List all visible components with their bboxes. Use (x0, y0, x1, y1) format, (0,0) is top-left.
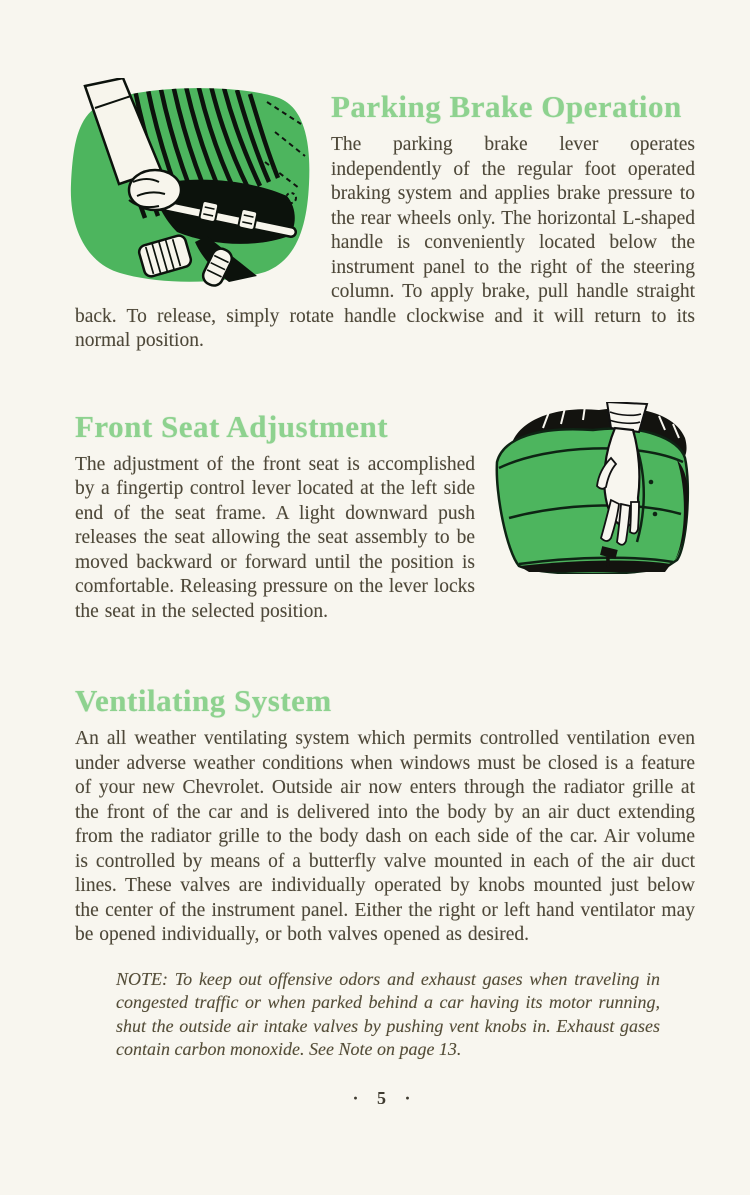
parking-brake-body: The parking brake lever operates independently of the regular foot operated braking system and applies brake pressure to the rear wheels only. The horizontal L-shaped handle is conveniently located below the instrument panel to the right of the steering column. To apply brake, pull handle straight back. To release, simply rotate handle clockwise and it will return to its normal position. (75, 134, 695, 351)
rod-clamp-2 (238, 209, 258, 231)
front-seat-illustration (489, 402, 701, 574)
front-seat-illustration-svg (489, 402, 701, 574)
parking-brake-illustration (61, 78, 313, 290)
ventilating-heading: Ventilating System (75, 683, 332, 718)
note-paragraph: NOTE: To keep out offensive odors and exhaust gases when traveling in congested traffic or when parked behind a car having its motor running, shut the outside air intake valves by pushing vent knobs in. Exhaust gases contain carbon monoxide. See Note on page 13. (116, 968, 660, 1059)
seat-body (497, 428, 688, 573)
parking-brake-heading: Parking Brake Operation (331, 89, 682, 124)
parking-brake-illustration-svg (61, 78, 313, 290)
seat-button-1 (649, 479, 654, 484)
section-ventilating (75, 684, 695, 1062)
ventilating-body: An all weather ventilating system which permits controlled ventilation even under adverse weather conditions when windows must be closed is a feature of your new Chevrolet. Outside air now enters through the radiator grille at the front of the car and is delivered into the body by an air duct extending from the radiator grille to the body dash on each side of the car. Air volume is controlled by means of a butterfly valve mounted in each of the air duct lines. These valves are individually operated by knobs mounted just below the center of the instrument panel. Either the right or left hand ventilator may be opened individually, or both valves opened as desired. (75, 728, 695, 945)
section-parking-brake (75, 78, 695, 354)
page-number: · 5 · (352, 1087, 418, 1108)
seat-button-2 (653, 511, 658, 516)
rod-clamp-1 (199, 201, 219, 223)
front-seat-heading: Front Seat Adjustment (75, 408, 389, 444)
section-front-seat (75, 410, 695, 625)
front-seat-body: The adjustment of the front seat is accomplished by a fingertip control lever located at the left side end of the seat frame. A light downward push releases the seat allowing the seat assembly to be moved backward or forward until the position is comfortable. Releasing pressure on the lever locks the seat in the selected position. (75, 453, 475, 622)
